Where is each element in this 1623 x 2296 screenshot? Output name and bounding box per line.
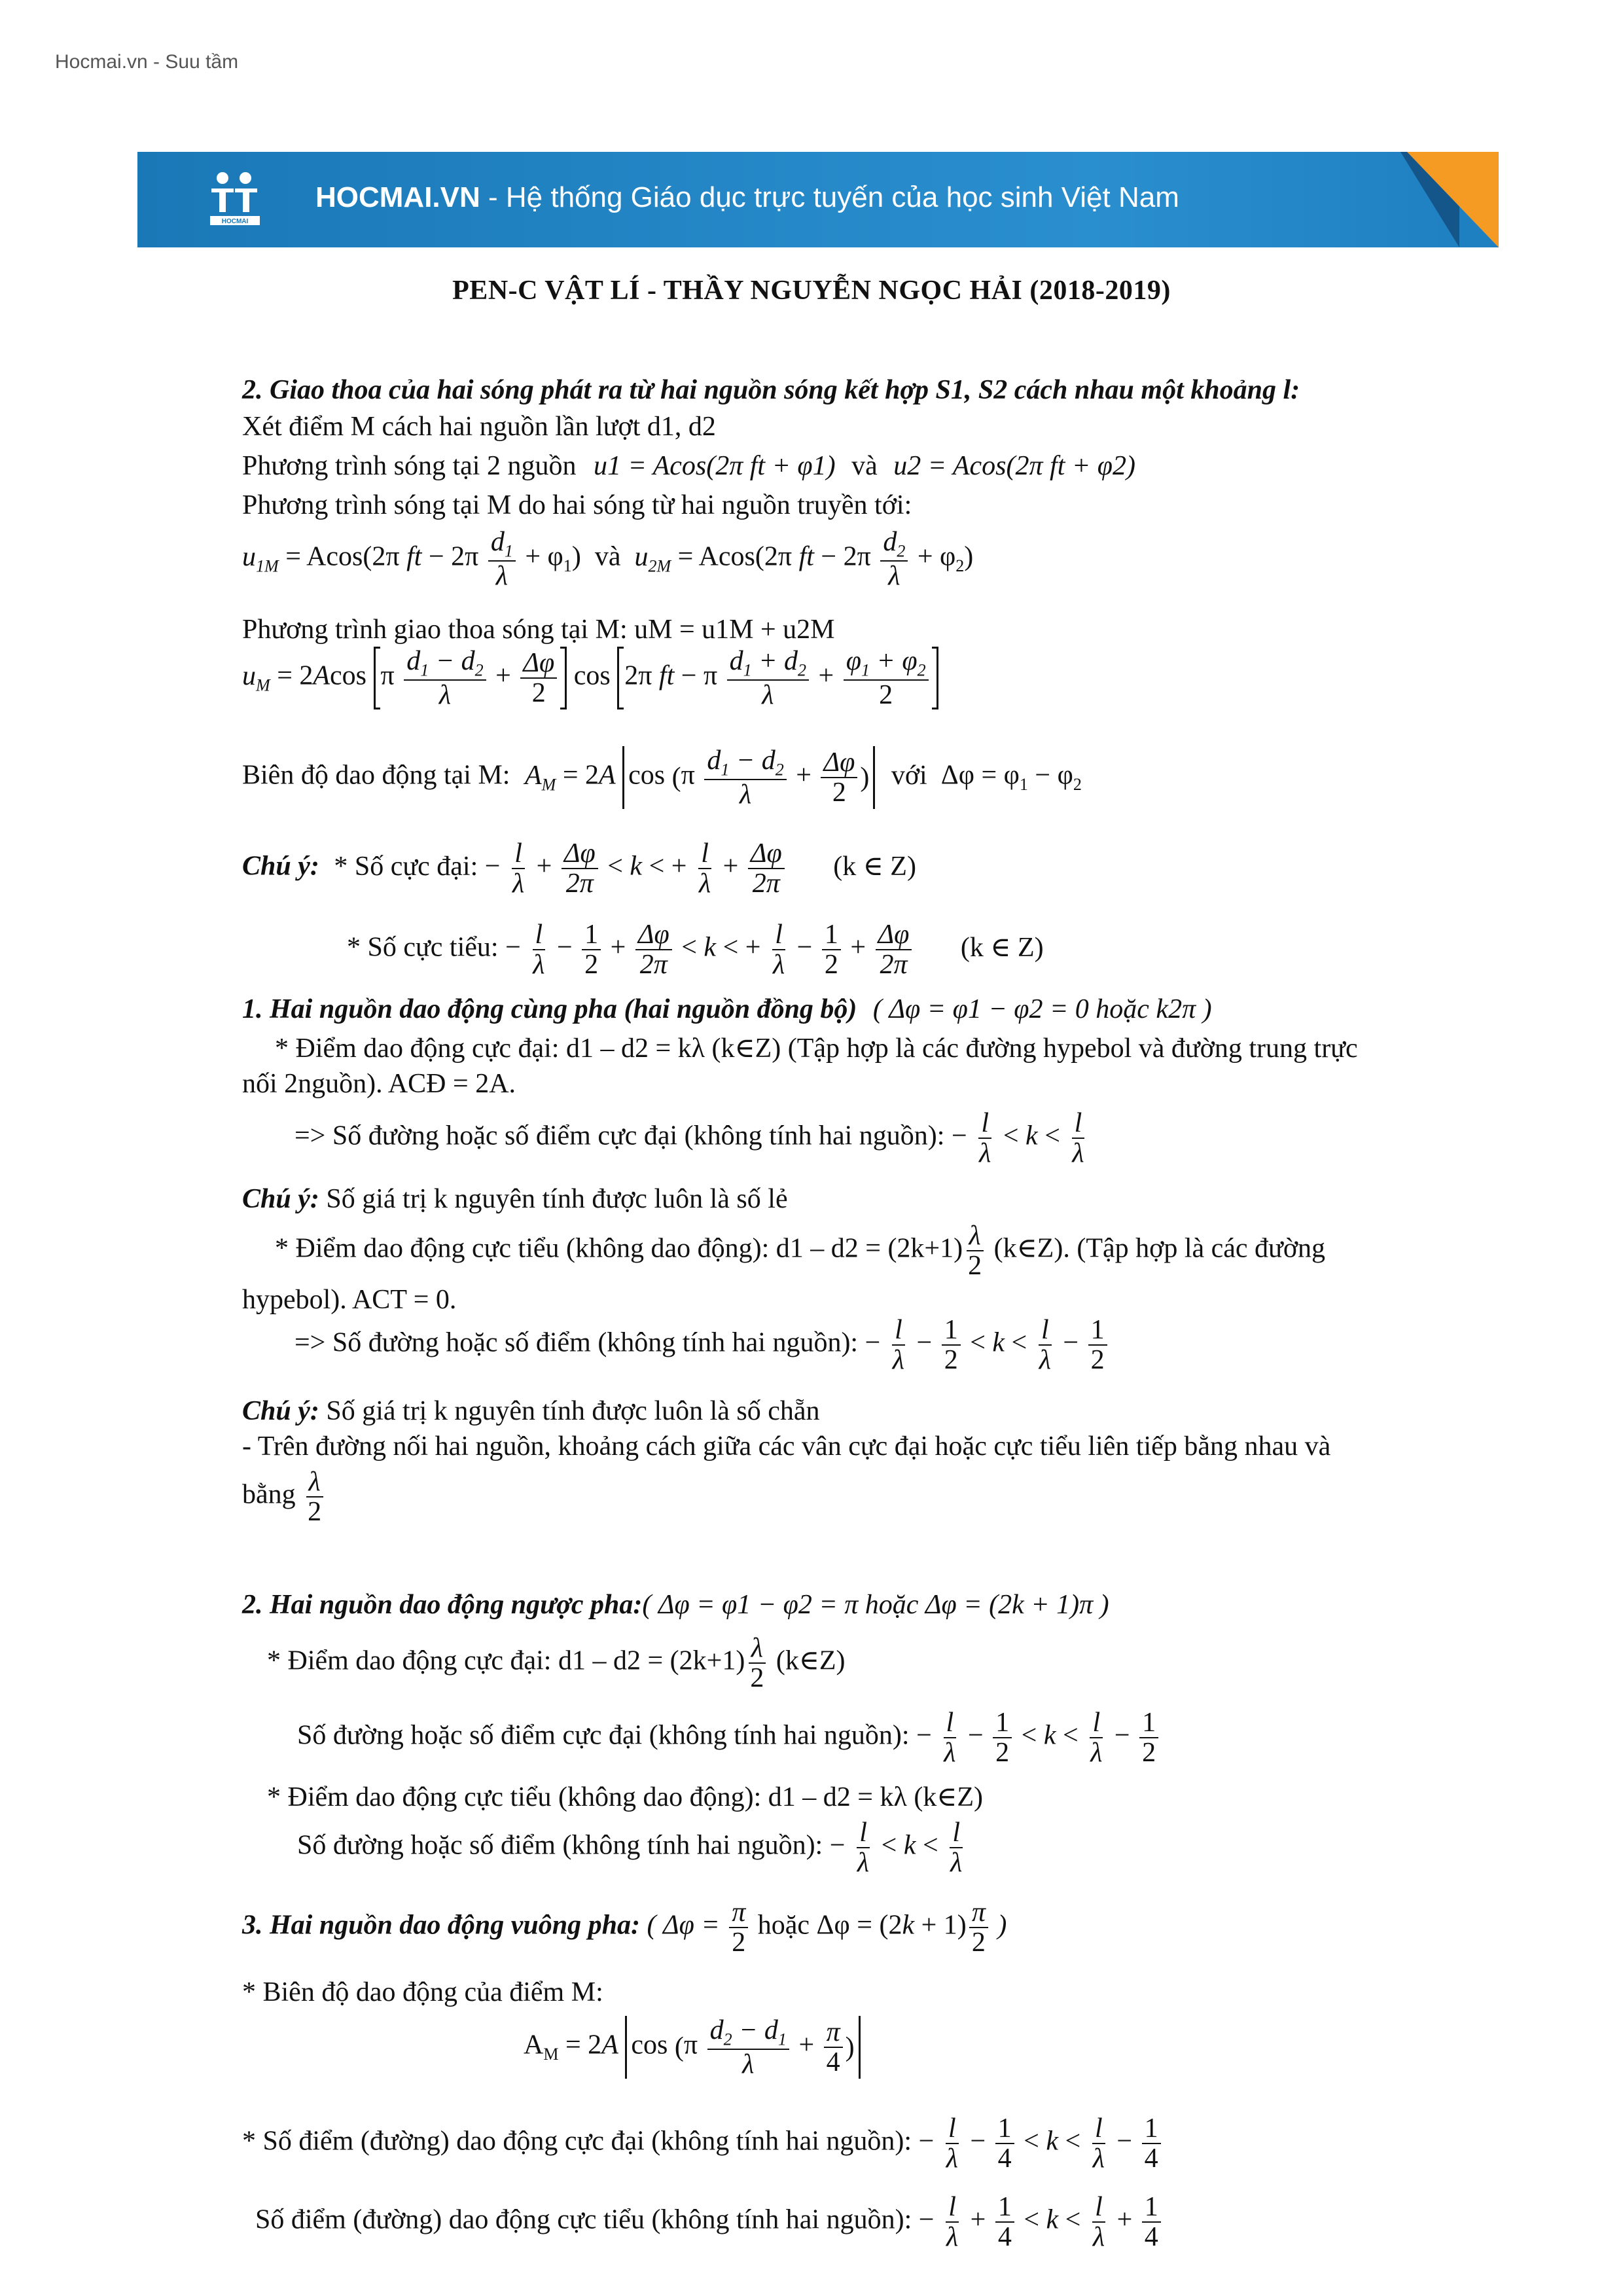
section-heading: 1. Hai nguồn dao động cùng pha (hai nguồn đồng bộ) ( Δφ = φ1 − φ2 = 0 hoặc k2π ) [242,994,1212,1024]
text-line: * Biên độ dao động của điểm M: [242,1977,603,2007]
text-line: Phương trình giao thoa sóng tại M: uM = u1M + u2M [242,615,835,645]
equation-line [242,449,1135,484]
section-heading: 2. Giao thoa của hai sóng phát ra từ hai nguồn sóng kết hợp S1, S2 cách nhau một khoảng l: [242,375,1300,405]
text: Số đường hoặc số điểm cực đại (không tính hai nguồn): [297,1720,910,1751]
text-line: - Trên đường nối hai nguồn, khoảng cách giữa các vân cực đại hoặc cực tiểu liên tiếp bằng nhau và [242,1431,1331,1462]
logo-caption: HOCMAI [221,218,249,225]
equation-line: => Số đường hoặc số điểm (không tính hai nguồn): − $\frac{l}{\lambda}$ − $\frac{1}{2}$ < k < $\frac{l}{\lambda}$ − $\frac{1}{2}$ [294,1316,1110,1374]
equation-line: Số đường hoặc số điểm (không tính hai nguồn): − $\frac{l}{\lambda}$ < k < $\frac{l}{\lambda}$ [297,1818,963,1878]
equation-line: bằng $\frac{\lambda}{2}$ [242,1467,327,1526]
equation-line: $u_M = 2Acos$ π $\frac{d_1 - d_2}{\lambda}$ + $\frac{\Delta\varphi}{2}$ cos 2π ft − π $\frac{d_1 + d_2}{\lambda}$ + $\frac{\varphi_1 + \varphi_2}{2}$ [242,647,938,709]
equation-line: * Số điểm (đường) dao động cực đại (không tính hai nguồn): − $\frac{l}{\lambda}$ − $\frac{1}{4}$ < k < $\frac{l}{\lambda}$ − $\frac{1}{4}$ [242,2114,1164,2173]
text: * Số cực tiểu: [347,932,499,963]
brand-name: HOCMAI.VN [315,181,480,213]
tagline: - Hệ thống Giáo dục trực tuyến của học sinh Việt Nam [480,181,1179,213]
equation-line: $u_{1M} = Acos(2\pi$ ft − 2π $\frac{d_1}{\lambda}$ + $\varphi_1$) và $u_{2M} = Acos(2\pi$ ft − 2π $\frac{d_2}{\lambda}$ + $\varphi_2$) [242,527,974,591]
text: * Điểm dao động cực tiểu (không dao động): d1 – d2 = (2k+1) [275,1233,963,1264]
text: (k∈Z). (Tập hợp là các đường [993,1233,1326,1264]
text: Phương trình sóng tại 2 nguồn [242,451,577,481]
text: Số đường hoặc số điểm (không tính hai nguồn): [297,1830,823,1861]
note-line: Chú ý: Số giá trị k nguyên tính được luôn là số chẵn [242,1396,820,1426]
text-line: * Điểm dao động cực đại: d1 – d2 = kλ (k∈Z) (Tập hợp là các đường hypebol và đường trung trực [275,1033,1358,1064]
text-line: * Điểm dao động cực tiểu (không dao động): d1 – d2 = kλ (k∈Z) [267,1782,984,1812]
equation-line: Số đường hoặc số điểm cực đại (không tính hai nguồn): − $\frac{l}{\lambda}$ − $\frac{1}{2}$ < k < $\frac{l}{\lambda}$ − $\frac{1}{2}$ [297,1708,1161,1767]
text: * Điểm dao động cực đại: d1 – d2 = (2k+1) [267,1645,745,1676]
equation-line: Số điểm (đường) dao động cực tiểu (không tính hai nguồn): − $\frac{l}{\lambda}$ + $\frac{1}{4}$ < k < $\frac{l}{\lambda}$ + $\frac{1}{4}$ [255,2193,1164,2251]
text: * Số cực đại: [334,851,478,882]
hocmai-logo-icon [206,166,265,232]
equation-line: => Số đường hoặc số điểm cực đại (không tính hai nguồn): − $\frac{l}{\lambda}$ < k < $\frac{l}{\lambda}$ [294,1108,1084,1169]
equation-line: * Số cực tiểu: − $\frac{l}{\lambda}$ − $\frac{1}{2}$ + $\frac{\Delta\varphi}{2\pi}$ < k < + $\frac{l}{\lambda}$ − $\frac{1}{2}$ + $\frac{\Delta\varphi}{2\pi}$ (k ∈ Z) [347,920,1044,980]
note-label: Chú ý: [242,851,319,882]
text: (k ∈ Z) [960,932,1044,963]
banner-accent [1407,152,1499,247]
equation-line: Chú ý: * Số cực đại: − $\frac{l}{\lambda}$ + $\frac{\Delta\varphi}{2\pi}$ < k < + $\frac{l}{\lambda}$ + $\frac{\Delta\varphi}{2\pi}$ (k ∈ Z) [242,838,916,899]
section-heading: 2. Hai nguồn dao động ngược pha:( Δφ = φ1 − φ2 = π hoặc Δφ = (2k + 1)π ) [242,1590,1109,1620]
text-line: nối 2nguồn). ACĐ = 2A. [242,1069,516,1099]
text-line: Phương trình sóng tại M do hai sóng từ hai nguồn truyền tới: [242,490,912,520]
header-banner [137,152,1499,247]
page-title: PEN-C VẬT LÍ - THẦY NGUYỄN NGỌC HẢI (2018-2019) [452,276,1171,306]
text: và [594,541,621,572]
equation-u1: u1 = Acos(2π ft + φ1) [593,451,836,481]
text: và [851,451,878,481]
equation-line: Biên độ dao động tại M: $A_M = 2A$ cos (π $\frac{d_1 - d_2}{\lambda}$ + $\frac{\Delta\varphi}{2}$ ) với $\Delta\varphi = \varphi_1 - \varphi_2$ [242,745,1082,810]
watermark: Hocmai.vn - Suu tầm [55,51,239,73]
banner-title [315,181,1179,214]
equation-line: $A_M = 2A$ cos (π $\frac{d_2 - d_1}{\lambda}$ + $\frac{\pi}{4}$ ) [524,2016,861,2079]
text: với [891,760,927,791]
text: Biên độ dao động tại M: [242,760,510,791]
note-line: Chú ý: Số giá trị k nguyên tính được luôn là số lẻ [242,1184,788,1214]
text: bằng [242,1479,296,1510]
equation-line: * Điểm dao động cực đại: d1 – d2 = (2k+1) $\frac{\lambda}{2}$ (k∈Z) [267,1633,846,1694]
text: => Số đường hoặc số điểm cực đại (không tính hai nguồn): [294,1121,945,1151]
text: (k ∈ Z) [833,851,916,882]
text-line: Xét điểm M cách hai nguồn lần lượt d1, d2 [242,412,716,442]
text: * Số điểm (đường) dao động cực đại (không tính hai nguồn): [242,2126,912,2157]
text-line: hypebol). ACT = 0. [242,1285,457,1315]
section-heading: 3. Hai nguồn dao động vuông pha: ( Δφ = $\frac{\pi}{2}$ hoặc Δφ = (2k + 1) $\frac{\pi}{2}$ ) [242,1897,1007,1958]
text: => Số đường hoặc số điểm (không tính hai nguồn): [294,1327,859,1358]
equation-line: * Điểm dao động cực tiểu (không dao động): d1 – d2 = (2k+1) $\frac{\lambda}{2}$ (k∈Z). (Tập hợp là các đường [275,1221,1326,1282]
text: Số điểm (đường) dao động cực tiểu (không tính hai nguồn): [255,2204,912,2235]
equation-u2: u2 = Acos(2π ft + φ2) [893,451,1135,481]
